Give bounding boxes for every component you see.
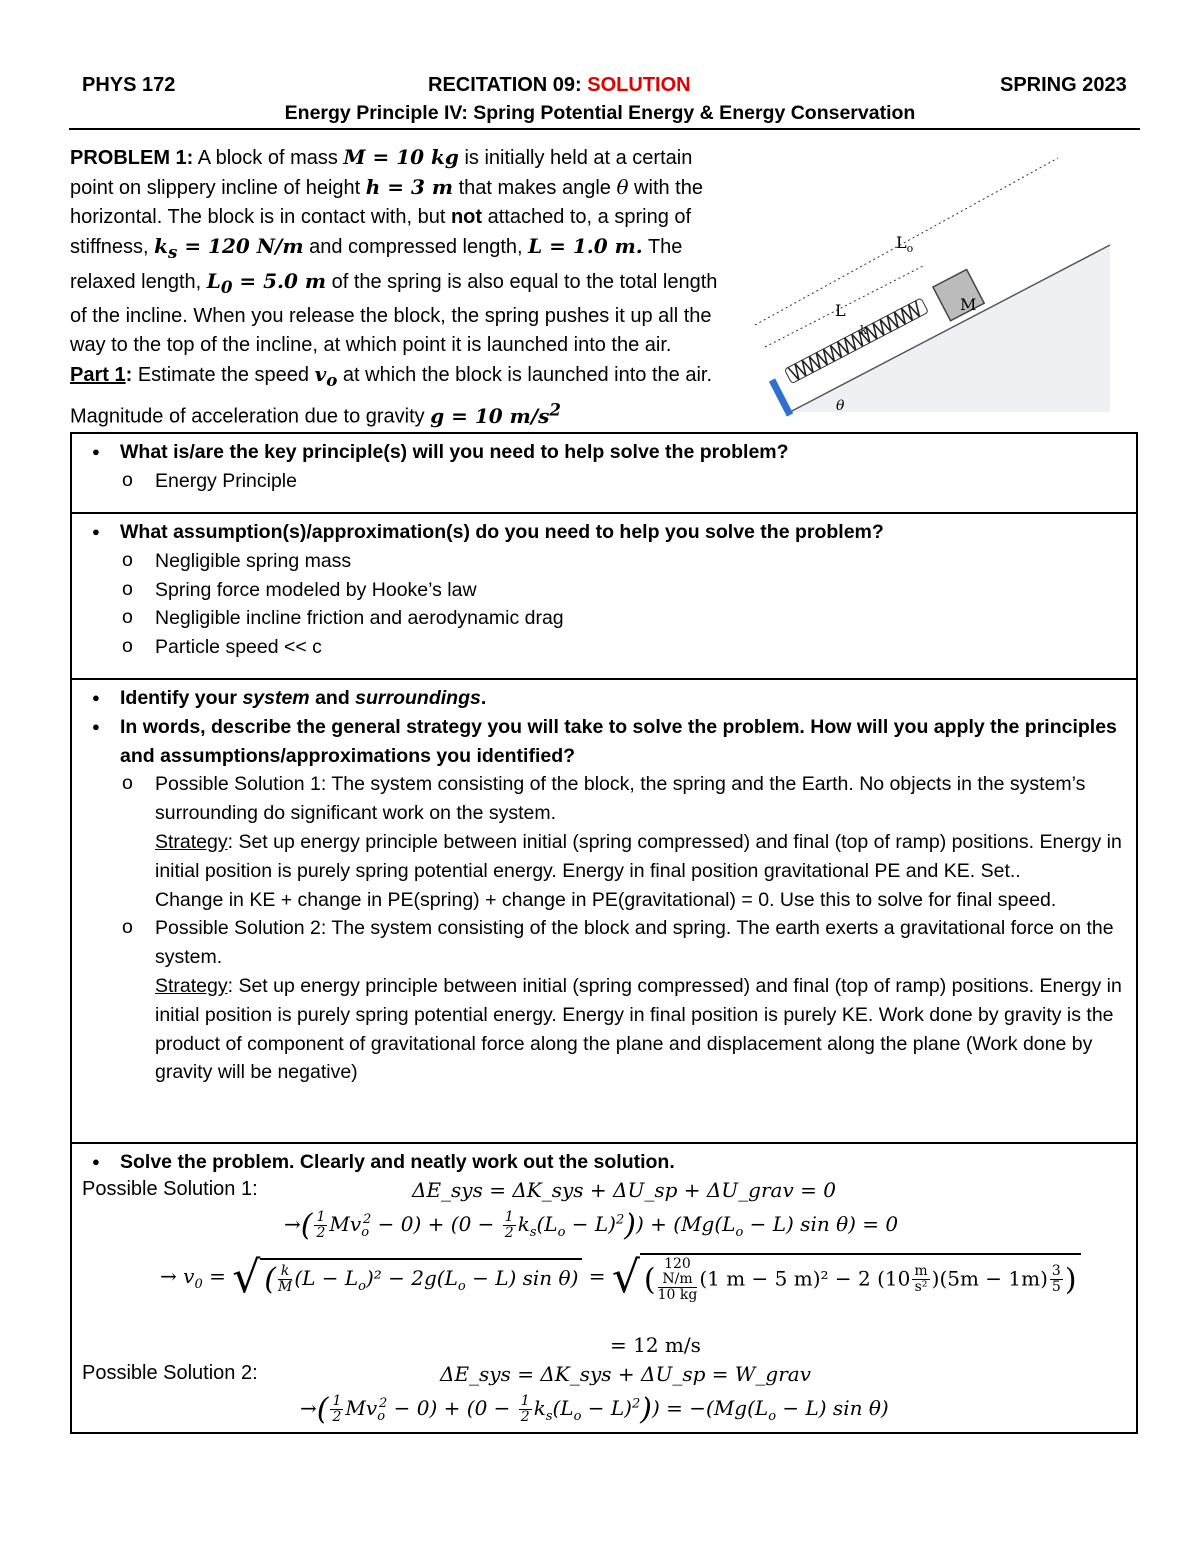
ps1-label: Possible Solution 1: — [82, 1178, 258, 1200]
k-label: k — [860, 323, 868, 337]
problem-text: of the spring is also equal to the total length of the incline. When you release the block, the spring pushes it up all the way to the top of the incline, at which point it is launched into the air. — [70, 271, 718, 356]
assumption-item: o Spring force modeled by Hooke’s law — [80, 576, 1128, 605]
part-text: Estimate the speed — [132, 364, 315, 386]
relaxed-length: $L_0 = 5.0$ m — [206, 269, 327, 297]
solution1-strategy: Strategy: Set up energy principle between initial (spring compressed) and final (top of ramp) positions. Energy in initial position is purely spring potential energy. Energy in final position gravitational PE and KE. Set.. — [155, 830, 1122, 882]
recitation-title — [428, 74, 691, 97]
problem-text: attached to, a spring of stiffness, — [70, 206, 692, 258]
principle-item: o Energy Principle — [80, 467, 1128, 496]
v0-equation: → $v_0$ = √ ( $\frac{k}{M}$ $(L - L_o)^2 - 2g(L_o - L)$ sin θ) = √ ( 120 N/m 10 kg (1 m − 5 m)² − 2 (10 $\frac{m}{\text{s²}}$ )(5m − 1m) $\frac{3}{5}$ ) — [160, 1252, 1081, 1303]
ps1-eq2: →( $\frac{1}{2}$ $Mv_o^2 - 0) + (0$ − $\frac{1}{2}$ $k_s(L_o - L)^2)) + (Mg(L_o - L)$ sin θ) = 0 — [284, 1208, 899, 1243]
section-principles — [70, 432, 1138, 514]
problem-statement — [70, 143, 730, 432]
problem-text: is initially held at a certain point on slippery incline of height — [70, 147, 693, 199]
height-value: h = 3 m — [365, 175, 454, 199]
principles-question: What is/are the key principle(s) will you need to help solve the problem? — [120, 441, 789, 463]
mass-value: M = 10 kg — [343, 145, 459, 169]
solution2-strategy: Strategy: Set up energy principle between initial (spring compressed) and final (top of ramp) positions. Energy in initial position is purely spring potential energy. Energy in final position is purely KE. Work done by gravity is the product of component of gravitational force along the plane and displacement along the plane (Work done by gravity will be negative) — [155, 974, 1122, 1084]
system-question: Identify your system and surroundings. — [120, 687, 487, 709]
ps2-eq1: ΔE_sys = ΔK_sys + ΔU_sp = W_grav — [440, 1362, 812, 1386]
assumption-item: o Particle speed << c — [80, 633, 1128, 662]
problem-text: The relaxed length, — [70, 236, 683, 293]
ps2-eq2: →( $\frac{1}{2}$ $Mv_o^2 - 0) + (0$ − $\frac{1}{2}$ $k_s(L_o - L)^2)) = -(Mg(L_o - L)$ sin θ) — [300, 1392, 889, 1427]
not-emphasis: not — [450, 206, 483, 228]
wall — [772, 380, 790, 415]
gravity-value: g = 10 $m/s^2$ — [430, 399, 562, 428]
problem-text: that makes angle — [453, 177, 617, 199]
ps2-label: Possible Solution 2: — [82, 1362, 258, 1384]
solution2-description: o Possible Solution 2: The system consisting of the block and spring. The earth exerts a gravitational force on the system. — [80, 914, 1128, 972]
course-code: PHYS 172 — [82, 74, 176, 96]
part-colon: : — [125, 364, 133, 386]
problem-label: PROBLEM 1: — [70, 147, 194, 169]
solve-question: Solve the problem. Clearly and neatly work out the solution. — [120, 1151, 675, 1173]
result: = 12 m/s — [610, 1333, 701, 1357]
problem-text: with the horizontal. The block is in contact with, but — [70, 177, 703, 228]
part-label: Part 1 — [70, 364, 126, 386]
incline-diagram — [750, 140, 1140, 420]
problem-text: A block of mass — [193, 147, 344, 169]
v0-symbol: $v_o$ — [314, 362, 338, 390]
block — [933, 269, 984, 320]
header-rule — [69, 128, 1140, 130]
section-strategy — [70, 680, 1138, 1144]
ps1-eq1: ΔE_sys = ΔK_sys + ΔU_sp + ΔU_grav = 0 — [412, 1178, 836, 1202]
stiffness-symbol: $k_s = 120$ N/m — [154, 234, 304, 262]
L-label: L — [835, 301, 846, 320]
page-subtitle: Energy Principle IV: Spring Potential Energy & Energy Conservation — [284, 102, 916, 124]
problem-text: and compressed length, — [303, 236, 529, 258]
assumptions-question: What assumption(s)/approximation(s) do you need to help you solve the problem? — [120, 521, 884, 543]
recitation-prefix: RECITATION 09: — [428, 74, 588, 96]
solution1-description: o Possible Solution 1: The system consisting of the block, the spring and the Earth. No objects in the system’s surrounding do significant work on the system. — [80, 770, 1128, 828]
part-text: at which the block is launched into the air. Magnitude of acceleration due to gravity — [70, 364, 713, 428]
term: SPRING 2023 — [1000, 74, 1127, 96]
theta-label: θ — [836, 398, 845, 414]
assumption-item: o Negligible incline friction and aerodynamic drag — [80, 604, 1128, 633]
solution-label: SOLUTION — [587, 74, 691, 96]
assumption-item: o Negligible spring mass — [80, 547, 1128, 576]
compressed-length: L = 1.0 m. — [528, 234, 643, 258]
block-label: M — [960, 295, 977, 314]
solution1-extra: Change in KE + change in PE(spring) + change in PE(gravitational) = 0. Use this to solve for final speed. — [155, 888, 1057, 911]
section-assumptions — [70, 514, 1138, 680]
L0-label: $L_o$ — [896, 233, 914, 255]
strategy-question: In words, describe the general strategy you will take to solve the problem. How will you apply the principles and assumptions/approximations you identified? — [120, 715, 1117, 767]
theta-symbol: θ — [616, 175, 629, 199]
